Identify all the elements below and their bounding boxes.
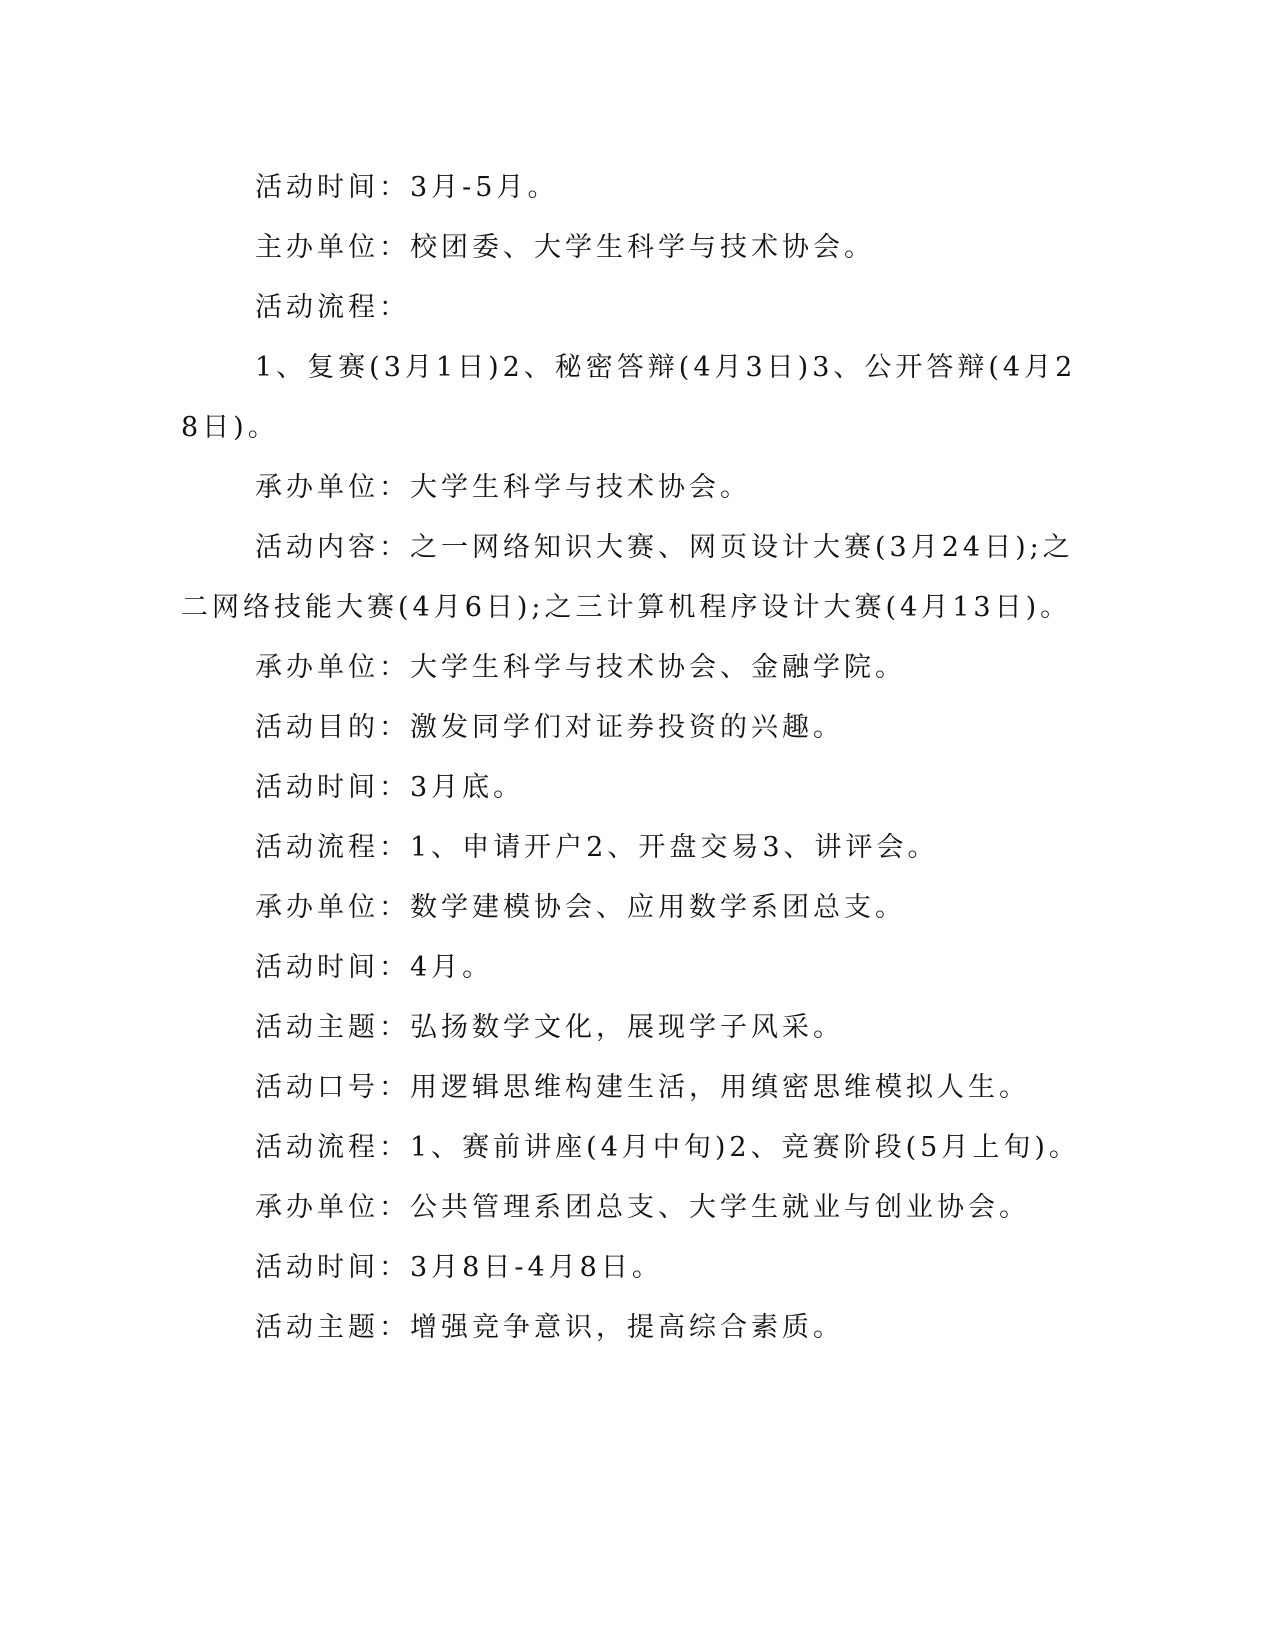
paragraph-process-heading: 活动流程： — [255, 292, 410, 323]
paragraph-theme-2: 活动主题：增强竞争意识，提高综合素质。 — [255, 1312, 844, 1343]
paragraph-activity-time-1: 活动时间：3月-5月。 — [255, 172, 559, 203]
paragraph-process-contest: 活动流程：1、赛前讲座(4月中旬)2、竞赛阶段(5月上旬)。 — [255, 1132, 1080, 1163]
paragraph-host-1: 承办单位：大学生科学与技术协会。 — [255, 472, 751, 503]
paragraph-organizer: 主办单位：校团委、大学生科学与技术协会。 — [255, 232, 875, 263]
paragraph-activity-time-4: 活动时间：3月8日-4月8日。 — [255, 1252, 663, 1283]
paragraph-theme-1: 活动主题：弘扬数学文化，展现学子风采。 — [255, 1012, 844, 1043]
paragraph-activity-time-3: 活动时间：4月。 — [255, 952, 494, 983]
paragraph-activity-time-2: 活动时间：3月底。 — [255, 772, 525, 803]
paragraph-slogan: 活动口号：用逻辑思维构建生活，用缜密思维模拟人生。 — [255, 1072, 1030, 1103]
paragraph-host-4: 承办单位：公共管理系团总支、大学生就业与创业协会。 — [255, 1192, 1030, 1223]
paragraph-activity-content: 活动内容：之一网络知识大赛、网页设计大赛(3月24日);之二网络技能大赛(4月6日);之三计算机程序设计大赛(4月13日)。 — [181, 532, 1074, 623]
document-body — [181, 158, 1081, 1358]
paragraph-process-steps: 1、复赛(3月1日)2、秘密答辩(4月3日)3、公开答辩(4月28日)。 — [181, 352, 1077, 443]
paragraph-process-trading: 活动流程：1、申请开户2、开盘交易3、讲评会。 — [255, 832, 939, 863]
paragraph-host-2: 承办单位：大学生科学与技术协会、金融学院。 — [255, 652, 906, 683]
paragraph-host-3: 承办单位：数学建模协会、应用数学系团总支。 — [255, 892, 906, 923]
paragraph-activity-purpose: 活动目的：激发同学们对证券投资的兴趣。 — [255, 712, 844, 743]
